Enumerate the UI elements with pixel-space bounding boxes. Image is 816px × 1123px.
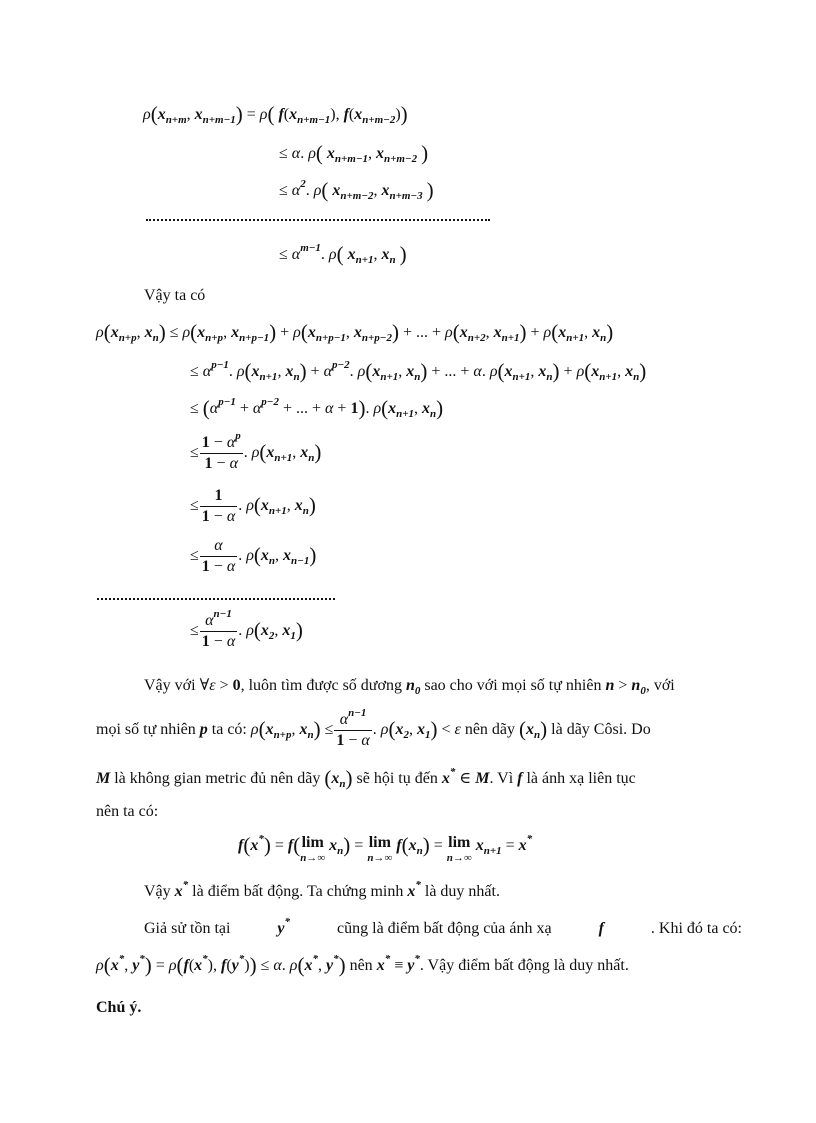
note-heading [96, 1000, 141, 1016]
fraction-4: $\frac{\alpha^{n-1}}{1 - \alpha}$ [201, 608, 236, 650]
eq2-line6: ≤ $\frac{\alpha}{1 - \alpha}$ . $\rho(x_n$, $x_{n-1}$) [190, 537, 317, 575]
eq2-line3: ≤ ($\alpha^{p-1} + \alpha^{p-2}$ + ... + α + 1). $\rho(x_{n+1}$, $x_n$) [190, 396, 444, 420]
para1-line2: mọi số tự nhiên p ta có: $\rho(x_{n+p}$, $x_n$) ≤ $\frac{\alpha^{n-1}}{1 - \alpha}$ . $\rho(x_2$, $x_1) < \varepsilon$ nên dãy $(x_n)$ là dãy Côsi. Do [96, 707, 651, 749]
eq2-line4: ≤ $\frac{1 - \alpha^p}{1 - \alpha}$ . $\rho(x_{n+1}$, $x_n$) [190, 430, 322, 472]
para3-line2: ρ(x*, y*) = ρ(f(x*), f(y*)) ≤ α. ρ(x*, y*) nên x* ≡ y*. Vậy điểm bất động là duy nhất. [96, 953, 629, 977]
fraction-5: $\frac{\alpha^{n-1}}{1 - \alpha}$ [336, 707, 370, 749]
para1-line4: nên ta có: [96, 803, 159, 820]
para1-line1: Vậy với ∀ε > 0, luôn tìm được số dương $n_0$ sao cho với mọi số tự nhiên $n > n_0$, với [144, 677, 675, 697]
fraction-3: $\frac{\alpha}{1 - \alpha}$ [201, 537, 236, 575]
para1-line3: M là không gian metric đủ nên dãy $(x_n)$ sẽ hội tụ đến x* ∈ M. Vì f là ánh xạ liên tục [96, 766, 636, 790]
eq1-line3: ≤ $\alpha^2$. ρ( $x_{n+m-2}$, $x_{n+m-3}$ ) [279, 178, 434, 202]
eq1-line2: ≤ α. ρ( $x_{n+m-1}$, $x_{n+m-2}$ ) [279, 141, 429, 165]
eq-limit: f(x*) = f(lim n→∞ $x_n) = \lim$ n→∞ $f(x_n) = \lim$ n→∞ $x_{n+1} = x^*$ [238, 833, 533, 864]
para3-line1: Giả sử tồn tại y* cũng là điểm bất động của ánh xạ f . Khi đó ta có: [144, 916, 742, 937]
lim-1: lim n→∞ [300, 834, 326, 864]
eq2-line5: ≤ $\frac{1}{1 - \alpha}$ . $\rho(x_{n+1}$, $x_n$) [190, 487, 316, 525]
lim-3: lim n→∞ [446, 834, 472, 864]
fraction-2: $\frac{1}{1 - \alpha}$ [201, 487, 236, 525]
dotted-separator-2 [97, 598, 335, 600]
para2-line1: Vậy x* là điểm bất động. Ta chứng minh x* là duy nhất. [144, 879, 500, 900]
eq2-line2: ≤ $\alpha^{p-1}$. $\rho(x_{n+1}$, $x_n) + \alpha^{p-2}$. $\rho(x_{n+1}$, $x_n$) + ... + α. $\rho(x_{n+1}$, $x_n) + \rho(x_{n+1}$, $x_n$) [190, 359, 647, 383]
vay-ta-co-text [144, 288, 205, 304]
vay-ta-co-label: Vậy ta có [144, 287, 206, 304]
fraction-1: $\frac{1 - \alpha^p}{1 - \alpha}$ [201, 430, 241, 472]
chu-y-label: Chú ý. [96, 999, 142, 1016]
eq2-line1: $\rho(x_{n+p}$, $x_n) \le \rho(x_{n+p}$, $x_{n+p-1}) + \rho(x_{n+p-1}$, $x_{n+p-2}$) + ... + $\rho(x_{n+2}$, $x_{n+1}) + \rho(x_{n+1}$, $x_n$) [96, 320, 614, 344]
dotted-separator-1 [146, 219, 490, 221]
eq1-line4: ≤ $\alpha^{m-1}$. ρ( $x_{n+1}$, $x_n$ ) [279, 242, 407, 266]
eq2-line7: ≤ $\frac{\alpha^{n-1}}{1 - \alpha}$ . $\rho(x_2$, $x_1$) [190, 608, 303, 650]
eq1-line1: $\rho(x_{n+m}$, $x_{n+m-1}) = \rho$( $f(x_{n+m-1})$, $f(x_{n+m-2})$) [143, 102, 408, 126]
lim-2: lim n→∞ [367, 834, 393, 864]
